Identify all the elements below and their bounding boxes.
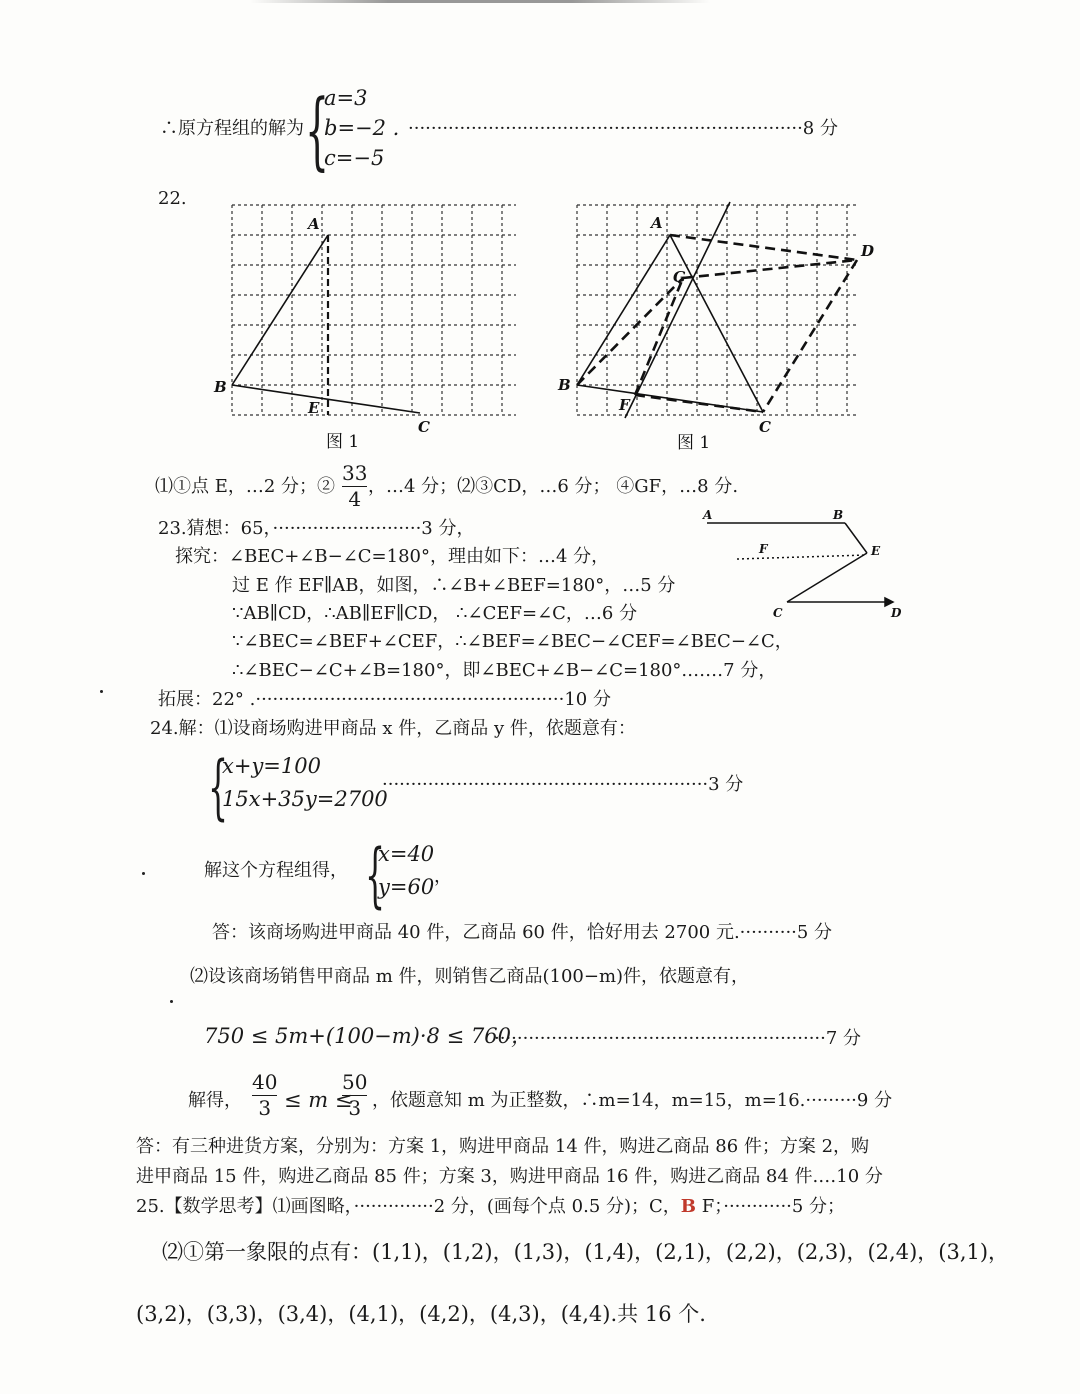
q24-solve2-suffix: ，依题意知 m 为正整数，∴m=14，m=15，m=16.·········9 分 [372, 1090, 893, 1111]
fig2-label-F: F [619, 396, 630, 414]
q22-answer-part2: ，…4 分；⑵③CD，…6 分； ④GF，…8 分. [368, 476, 739, 497]
q24-sys1-brace: { [208, 746, 229, 828]
q21-score: ·····································································8 分 [408, 118, 838, 139]
q22-frac-den: 4 [348, 487, 362, 511]
q24-solve2-prefix: 解得， [188, 1090, 242, 1111]
q24-le-m-le: ≤ m ≤ [284, 1088, 353, 1112]
q25-line1-a: 25.【数学思考】⑴画图略，··············2 分，(画每个点 0.5 分)；C， [136, 1196, 681, 1217]
q23-figure [695, 505, 915, 620]
fig2-label-D: D [861, 242, 875, 260]
q21-eq1: a=3 [324, 86, 368, 110]
fig1-caption: 图 1 [326, 432, 360, 452]
scan-edge-line [250, 0, 710, 3]
q23-fig-label-F: F [759, 542, 768, 556]
q23-fig-label-D: D [891, 606, 902, 620]
q24-inequality: 750 ≤ 5m+(100−m)·8 ≤ 760， [204, 1024, 532, 1048]
q24-f2-num: 50 [342, 1070, 368, 1094]
q25-correction-mark: B [680, 1196, 697, 1217]
q24-solve-prefix: 解这个方程组得， [204, 860, 348, 881]
q24-sys2-suffix: ， [434, 866, 452, 887]
q23-line1: 23.猜想：65，··························3 分， [158, 518, 475, 539]
q23-line5: ∵∠BEC=∠BEF+∠CEF，∴∠BEF=∠BEC−∠CEF=∠BEC−∠C， [232, 631, 793, 652]
fig2-label-C: C [759, 418, 771, 436]
q24-sys2-brace: { [365, 834, 386, 916]
q24-ineq-score: ··························································7 分 [494, 1028, 862, 1049]
q23-fig-label-A: A [703, 508, 713, 522]
fig2-label-G: G [673, 268, 686, 286]
q24-sys1-eq2: 15x+35y=2700 [222, 787, 388, 811]
q23-line3: 过 E 作 EF∥AB，如图，∴∠B+∠BEF=180°，…5 分 [232, 575, 676, 596]
q24-sys1-score: ·························································3 分 [382, 774, 744, 795]
q22-fraction [342, 463, 367, 510]
q23-fig-label-E: E [871, 544, 881, 558]
q24-f1-num: 40 [252, 1070, 278, 1094]
q22-answer-part1: ⑴①点 E，…2 分；② [155, 476, 336, 497]
q23-line7: 拓展：22° .······················································10 分 [158, 689, 611, 710]
q25-line1 [136, 1198, 845, 1216]
scan-speck [100, 690, 103, 693]
fig2-label-B: B [558, 376, 571, 394]
q21-prefix: ∴原方程组的解为 [160, 118, 304, 139]
q21-brace: { [305, 81, 330, 179]
q24-line1: 24.解：⑴设商场购进甲商品 x 件，乙商品 y 件，依题意有： [150, 718, 636, 739]
fig1-label-B: B [214, 378, 227, 396]
q22-number: 22. [158, 188, 187, 209]
fig2-caption: 图 1 [677, 433, 711, 453]
fig2-label-A: A [651, 214, 663, 232]
q24-answer2-line1: 答：有三种进货方案，分别为：方案 1，购进甲商品 14 件，购进乙商品 86 件；方案 2，购 [136, 1136, 870, 1157]
q23-line2: 探究：∠BEC+∠B−∠C=180°，理由如下：…4 分， [175, 546, 610, 567]
q24-f2-den: 3 [348, 1096, 362, 1120]
scan-speck [170, 1000, 173, 1003]
fig1-label-E: E [308, 399, 320, 417]
q25-line2: ⑵①第一象限的点有：(1,1)，(1,2)，(1,3)，(1,4)，(2,1)，(2,2)，(2,3)，(2,4)，(3,1)， [162, 1240, 1010, 1264]
q23-line4: ∵AB∥CD，∴AB∥EF∥CD， ∴∠CEF=∠C，…6 分 [232, 603, 638, 624]
q24-sys2-eq2: y=60 [378, 875, 435, 899]
fig1-label-C: C [418, 418, 430, 436]
q24-f1-den: 3 [258, 1096, 272, 1120]
q24-answer1: 答：该商场购进甲商品 40 件，乙商品 60 件，恰好用去 2700 元.··········5 分 [212, 922, 833, 943]
q24-part2: ⑵设该商场销售甲商品 m 件，则销售乙商品(100−m)件，依题意有， [190, 966, 750, 987]
q24-fraction-50-3 [342, 1072, 367, 1119]
q23-line6: ∴∠BEC−∠C+∠B=180°，即∠BEC+∠B−∠C=180°.……7 分， [232, 660, 777, 681]
q22-figure-2 [555, 190, 885, 455]
q23-fig-label-B: B [833, 508, 844, 522]
q22-figure-1 [210, 195, 530, 455]
q24-fraction-40-3 [252, 1072, 277, 1119]
q22-frac-num: 33 [342, 461, 368, 485]
q21-eq3: c=−5 [324, 146, 385, 170]
q24-sys1-eq1: x+y=100 [222, 754, 321, 778]
q24-answer2-line2: 进甲商品 15 件，购进乙商品 85 件；方案 3，购进甲商品 16 件，购进乙商品 84 件.…10 分 [136, 1166, 883, 1187]
scan-speck [142, 872, 145, 875]
q21-eq2: b=−2 . [324, 116, 400, 140]
q25-line3: (3,2)，(3,3)，(3,4)，(4,1)，(4,2)，(4,3)，(4,4).共 16 个. [136, 1302, 706, 1326]
fig1-label-A: A [308, 215, 320, 233]
q24-sys2-eq1: x=40 [378, 842, 435, 866]
q25-line1-b: F；············5 分； [696, 1196, 846, 1217]
q23-fig-label-C: C [773, 606, 783, 620]
